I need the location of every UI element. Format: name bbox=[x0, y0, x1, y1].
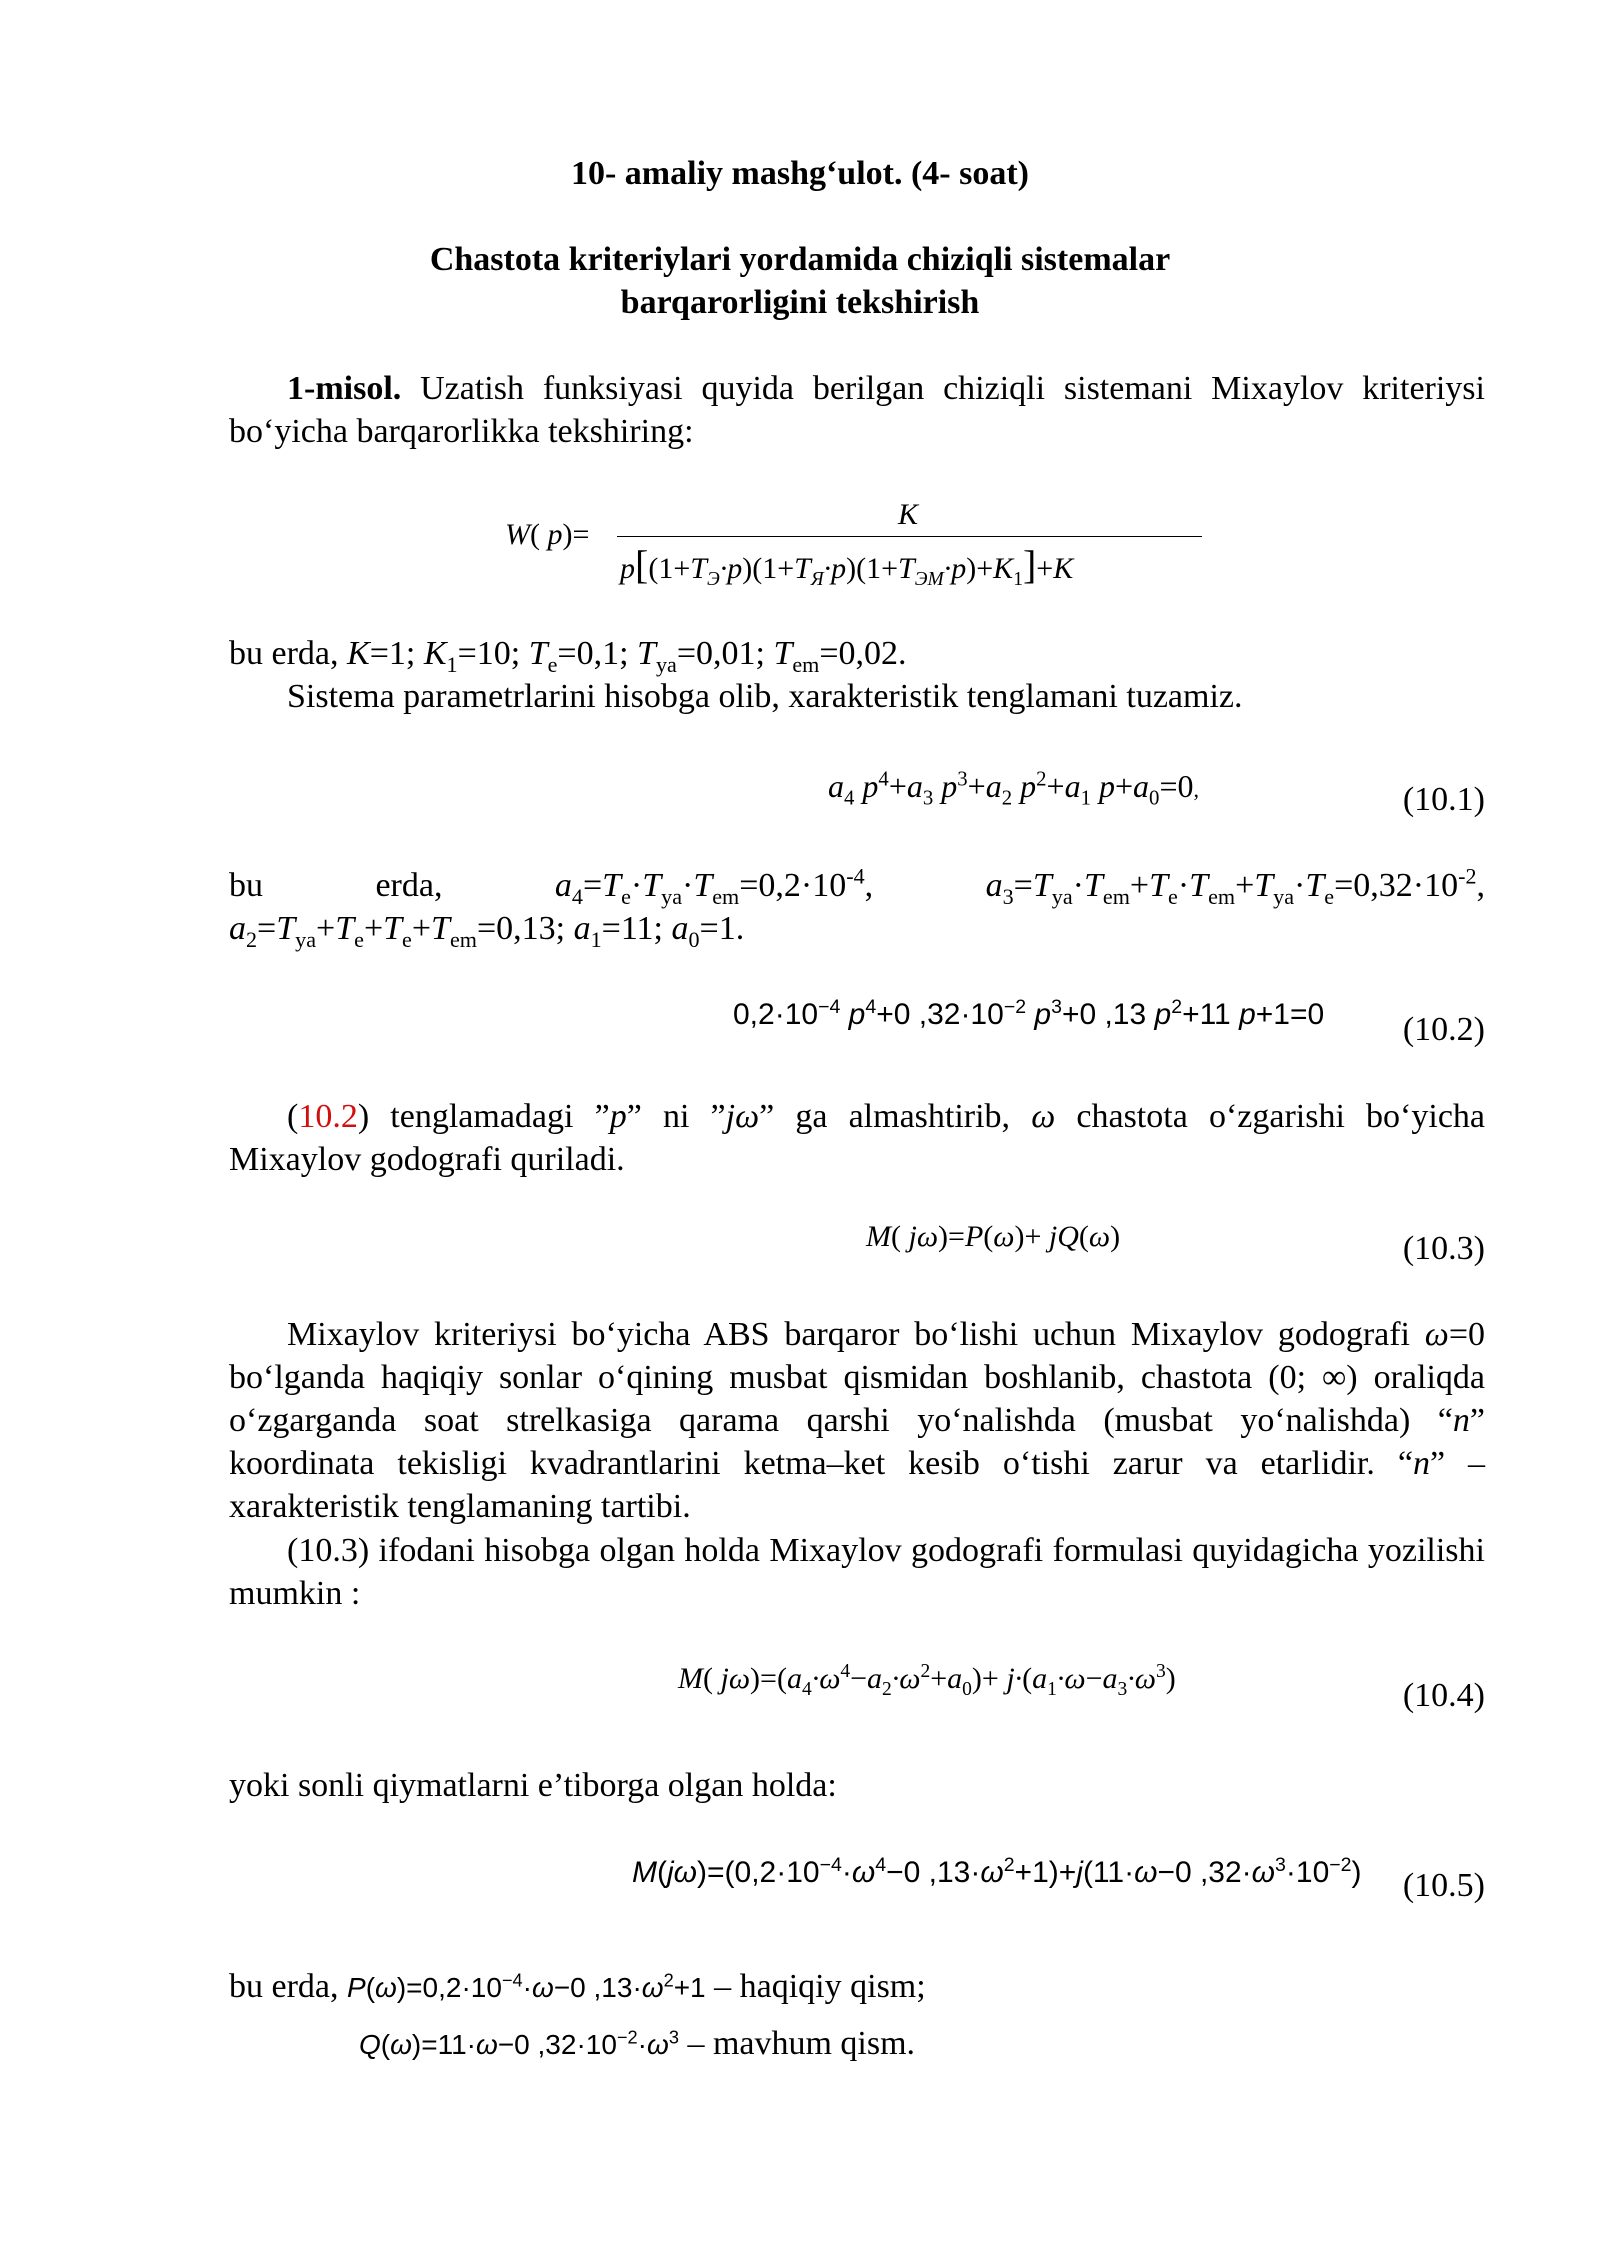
fraction-numerator: K bbox=[898, 498, 919, 531]
imag-part-formula: Q(ω)=11·ω−0 $,32\cdot 10^{-2}\cdot\omega^3$ bbox=[359, 2027, 679, 2060]
page-title: 10- amaliy mashg‘ulot. (4- soat) bbox=[570, 155, 1030, 192]
imag-part-line: Q(ω)=11·ω−0 $,32\cdot 10^{-2}\cdot\omega^3$ – mavhum qism. bbox=[359, 2025, 916, 2062]
paragraph-10-2: (10.2) tenglamadagi ”p” ni ”jω” ga almashtirib, ω chastota o‘zgarishi bo‘yicha Mixaylov godografi quriladi. bbox=[229, 1098, 1485, 1178]
equation-10-1: $a_4$ $p^4+a_3$ $p^3+a_2$ $p^2+a_1$ $p+a_0=0$, bbox=[828, 767, 1199, 810]
transfer-function-lhs: W( p)= bbox=[505, 518, 590, 551]
equation-number-10-1: (10.1) bbox=[1402, 781, 1485, 818]
formula-paragraph: (10.3) ifodani hisobga olgan holda Mixaylov godografi formulasi quyidagicha yozilishi mumkin : bbox=[229, 1532, 1485, 1612]
fraction-denominator: $p[(1+T_Э\cdot p)(1+T_Я\cdot p)(1+T_{ЭМ}\cdot p)+K_1]+K$ bbox=[620, 542, 1074, 590]
example-paragraph bbox=[229, 367, 1485, 453]
real-part-formula: $P(\omega)=0,2\cdot 10^{-4}\cdot\omega-0$ $,13\cdot\omega^2+1$ bbox=[347, 1970, 706, 2003]
coef-line-a: bu erda, $a_4=T_e\cdot T_{ya}\cdot T_{em}=0,2\cdot 10^{-4}$, $a_3=T_{ya}\cdot T_{em}+T_e\cdot T_{em}+T_{ya}\cdot T_e=0,32\cdot 10^{-2}$, bbox=[229, 863, 1485, 909]
equation-10-5: $M(j\omega)=(0,2\cdot 10^{-4}\cdot\omega^4-0$ $,13\cdot\omega^2+1)+j(11\cdot\omega-0$ $,32\cdot\omega^3\cdot 10^{-2}$) bbox=[632, 1854, 1362, 1889]
numeric-intro: yoki sonli qiymatlarni e’tiborga olgan holda: bbox=[229, 1767, 837, 1804]
equation-10-3: M( jω)=P(ω)+ jQ(ω) bbox=[866, 1220, 1121, 1253]
equation-number-10-4: (10.4) bbox=[1402, 1677, 1485, 1714]
section-title-line2: barqarorligini tekshirish bbox=[620, 284, 980, 321]
real-part-line: bu erda, $P(\omega)=0,2\cdot 10^{-4}\cdot\omega-0$ $,13\cdot\omega^2+1$ – haqiqiy qism; bbox=[229, 1968, 926, 2005]
char-eq-intro: Sistema parametrlarini hisobga olib, xarakteristik tenglamani tuzamiz. bbox=[287, 678, 1243, 715]
equation-number-10-3: (10.3) bbox=[1402, 1230, 1485, 1267]
params-line: bu erda, K=1; $K_1=10$; $T_e=0,1$; $T_{ya}=0,01$; $T_{em}=0,02$. bbox=[229, 635, 907, 677]
equation-10-4: M( $j\omega)=(a_4\cdot\omega^4-a_2\cdot\omega^2+a_0)+ j\cdot(a_1\cdot\omega-a_3\cdot\omega^3)$ bbox=[678, 1661, 1176, 1700]
example-text: Uzatish funksiyasi quyida berilgan chiziqli sistemani Mixaylov kriteriysi bo‘yicha barqarorlikka tekshiring: bbox=[229, 370, 1485, 450]
example-label: 1-misol. bbox=[287, 370, 402, 407]
section-title-line1: Chastota kriteriylari yordamida chiziqli sistemalar bbox=[429, 241, 1171, 278]
fraction-bar bbox=[617, 536, 1202, 537]
equation-number-10-2: (10.2) bbox=[1402, 1011, 1485, 1048]
equation-number-10-5: (10.5) bbox=[1402, 1867, 1485, 1904]
criterion-paragraph: Mixaylov kriteriysi bo‘yicha ABS barqaror bo‘lishi uchun Mixaylov godografi ω=0 bo‘lganda haqiqiy sonlar o‘qining musbat qismidan boshlanib, chastota (0; ∞) oraliqda o‘zgarganda soat strelkasiga qarama qarshi yo‘nalishda (musbat yo‘nalishda) “n” koordinata tekisligi kvadrantlarini ketma–ket kesib o‘tishi zarur va etarlidir. “n” – xarakteristik tenglamaning tartibi. bbox=[229, 1316, 1486, 1525]
equation-10-2: $0,2\cdot 10^{-4}$ $p^4+0$ $,32\cdot 10^{-2}$ $p^3+0$ ,13 $p^2+11$ p+1=0 bbox=[733, 996, 1325, 1031]
coef-line-b: $a_2=T_{ya}+T_e+T_e+T_{em}=0,13$; $a_1=11$; $a_0=1$. bbox=[229, 910, 745, 952]
